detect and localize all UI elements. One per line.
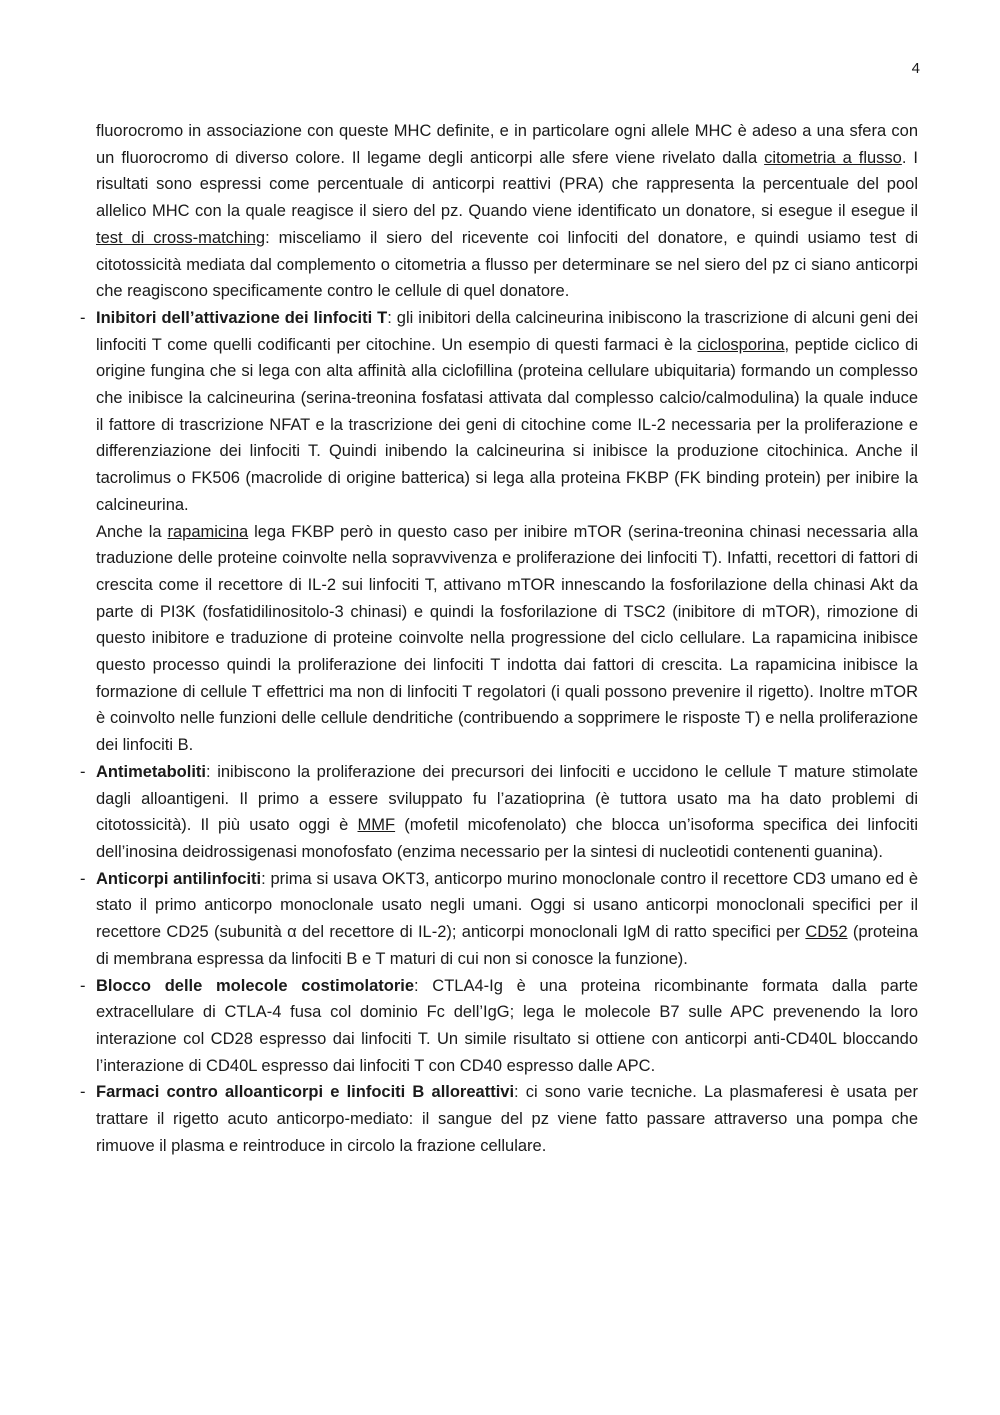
list-item-inibitori xyxy=(80,305,918,759)
item-text-1: : inibiscono la proliferazione dei precursori dei linfociti e uccidono le cellule T mature stimolate dagli alloantigeni. Il primo a essere sviluppato fu l’azatioprina (è tuttora usato ma ha dato problemi di citotossicità). Il più usato oggi è xyxy=(96,762,918,835)
item-title: Blocco delle molecole costimolatorie xyxy=(96,976,415,995)
term-citometria-a-flusso: citometria a flusso xyxy=(764,148,902,167)
item-text-1: : prima si usava OKT3, anticorpo murino monoclonale contro il recettore CD3 umano ed è stato il primo anticorpo monoclonale usato negli umani. Oggi si usano anticorpi monoclonali specifici per il recettore CD25 (subunità α del recettore di IL-2); anticorpi monoclonali IgM di ratto specifici per xyxy=(96,869,918,942)
item-text-3: Anche la xyxy=(96,522,168,541)
item-paragraph xyxy=(96,759,918,866)
list-dash: - xyxy=(80,1083,86,1102)
intro-text-2: . I risultati sono espressi come percentuale di anticorpi reattivi (PRA) che rappresenta la percentuale del pool allelico MHC con la quale reagisce il siero del pz. Quando viene identificato un donatore, si esegue il esegue il xyxy=(96,148,918,221)
intro-text-3: : misceliamo il siero del ricevente coi linfociti del donatore, e quindi usiamo test di citotossicità mediata dal complemento o citometria a flusso per determinare se nel siero del pz ci siano anticorpi che reagiscono specificamente contro le cellule di quel donatore. xyxy=(96,228,918,301)
list-dash: - xyxy=(80,976,86,995)
item-text-2: , peptide ciclico di origine fungina che si lega con alta affinità alla ciclofillina (proteina cellulare ubiquitaria) formando un complesso che inibisce la calcineurina (serina-treonina fosfatasi attivata dal complesso calcio/calmodulina) la quale induce il fattore di trascrizione NFAT e la trascrizione dei geni di citochine come IL-2 necessaria per la proliferazione e differenziazione dei linfociti T. Quindi inibendo la calcineurina si inibisce la produzione citochinica. Anche il tacrolimus o FK506 (macrolide di origine batterica) si lega alla proteina FKBP (FK binding protein) per inibire la calcineurina. xyxy=(96,335,918,514)
term-cd52: CD52 xyxy=(805,923,848,942)
page-content xyxy=(80,118,918,1159)
item-text-2: (proteina di membrana espressa da linfociti B e T maturi di cui non si conosce la funzione). xyxy=(96,923,918,968)
item-text-1: : ci sono varie tecniche. La plasmaferesi è usata per trattare il rigetto acuto anticorpo-mediato: il sangue del pz viene fatto passare attraverso una pompa che rimuove il plasma e reintroduce in circolo la frazione cellulare. xyxy=(96,1083,918,1155)
page-number: 4 xyxy=(911,60,920,77)
item-text-2: (mofetil micofenolato) che blocca un’isoforma specifica dei linfociti dell’inosina deidrossigenasi monofosfato (enzima necessario per la sintesi di nucleotidi contenenti guanina). xyxy=(96,816,918,861)
item-title: Anticorpi antilinfociti xyxy=(96,869,262,888)
item-title: Antimetaboliti xyxy=(96,762,206,781)
list-item-antimetaboliti xyxy=(80,759,918,866)
term-test-cross-matching: test di cross-matching xyxy=(96,228,266,247)
item-paragraph xyxy=(96,305,918,519)
intro-text-1: fluorocromo in associazione con queste MHC definite, e in particolare ogni allele MHC è adeso a una sfera con un fluorocromo di diverso colore. Il legame degli anticorpi alle sfere viene rivelato dalla xyxy=(96,122,918,167)
intro-paragraph xyxy=(80,118,918,305)
list-dash: - xyxy=(80,762,86,781)
item-paragraph xyxy=(96,866,918,973)
item-title: Inibitori dell’attivazione dei linfociti T xyxy=(96,308,388,327)
item-paragraph xyxy=(96,1079,918,1159)
list-item-farmaci-alloanticorpi xyxy=(80,1079,918,1159)
item-text-1: : gli inibitori della calcineurina inibiscono la trascrizione di alcuni geni dei linfociti T come quelli codificanti per citochine. Un esempio di questi farmaci è la xyxy=(96,308,918,354)
item-paragraph-rapamicina xyxy=(96,519,918,759)
item-text-1: : CTLA4-Ig è una proteina ricombinante formata dalla parte extracellulare di CTLA-4 fusa col dominio Fc dell’IgG; lega le molecole B7 sulle APC prevenendo la loro interazione col CD28 espresso dai linfociti T. Un simile risultato si ottiene con anticorpi anti-CD40L bloccando l’interazione di CD40L espresso dai linfociti T con CD40 espresso dalle APC. xyxy=(96,976,918,1075)
list-dash: - xyxy=(80,869,86,888)
item-paragraph xyxy=(96,973,918,1080)
list-item-anticorpi-antilinfociti xyxy=(80,866,918,973)
term-rapamicina: rapamicina xyxy=(167,522,249,541)
list-item-blocco-costimolatorie xyxy=(80,973,918,1080)
list-dash: - xyxy=(80,308,86,327)
term-mmf: MMF xyxy=(357,816,396,835)
item-title: Farmaci contro alloanticorpi e linfociti B alloreattivi xyxy=(96,1083,515,1102)
item-text-4: lega FKBP però in questo caso per inibire mTOR (serina-treonina chinasi necessaria alla traduzione delle proteine coinvolte nella sopravvivenza e proliferazione dei linfociti T). Infatti, recettori di fattori di crescita come il recettore di IL-2 sui linfociti T, attivano mTOR innescando la fosforilazione della chinasi Akt da parte di PI3K (fosfatidilinositolo-3 chinasi) e quindi la fosforilazione di TSC2 (inibitore di mTOR), rimozione di questo inibitore e traduzione di proteine coinvolte nella progressione del ciclo cellulare. La rapamicina inibisce questo processo quindi la proliferazione dei linfociti T indotta dai fattori di crescita. La rapamicina inibisce la formazione di cellule T effettrici ma non di linfociti T regolatori (i quali possono prevenire il rigetto). Inoltre mTOR è coinvolto nelle funzioni delle cellule dendritiche (contribuendo a sopprimere le risposte T) e nella proliferazione dei linfociti B. xyxy=(96,522,919,755)
term-ciclosporina: ciclosporina xyxy=(697,335,785,354)
